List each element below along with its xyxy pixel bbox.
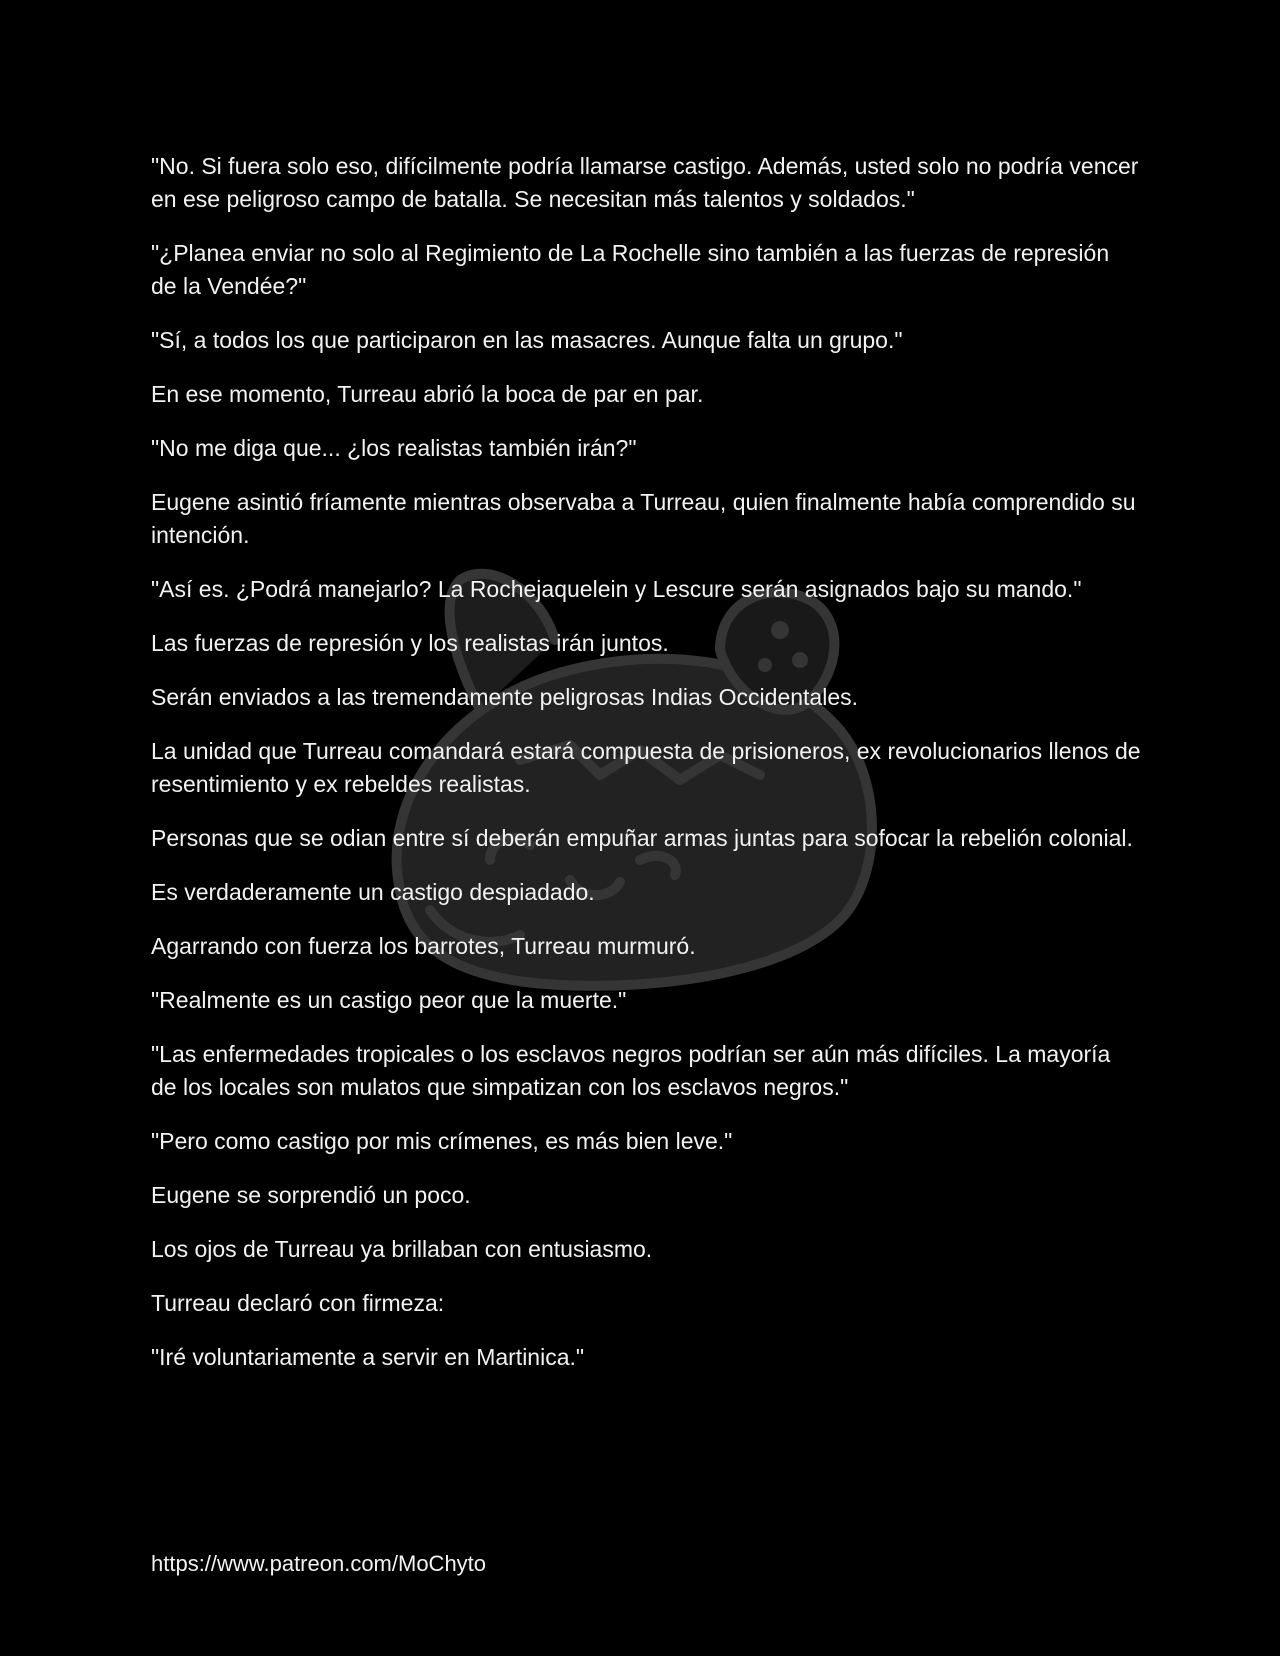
paragraph: En ese momento, Turreau abrió la boca de par en par. (151, 381, 704, 407)
paragraph: "Realmente es un castigo peor que la muerte." (151, 987, 627, 1013)
paragraph: "No. Si fuera solo eso, difícilmente podría llamarse castigo. Además, usted solo no podría vencer en ese peligroso campo de batalla. Se necesitan más talentos y soldados." (151, 153, 1139, 212)
story-text (151, 150, 1141, 1395)
paragraph: Serán enviados a las tremendamente peligrosas Indias Occidentales. (151, 684, 859, 710)
paragraph: Eugene se sorprendió un poco. (151, 1182, 471, 1208)
paragraph: "¿Planea enviar no solo al Regimiento de La Rochelle sino también a las fuerzas de represión de la Vendée?" (151, 240, 1110, 299)
paragraph: Es verdaderamente un castigo despiadado. (151, 879, 595, 905)
paragraph: "Pero como castigo por mis crímenes, es más bien leve." (151, 1128, 733, 1154)
paragraph: "Así es. ¿Podrá manejarlo? La Rochejaquelein y Lescure serán asignados bajo su mando." (151, 576, 1082, 602)
paragraph: La unidad que Turreau comandará estará compuesta de prisioneros, ex revolucionarios llenos de resentimiento y ex rebeldes realistas. (151, 738, 1141, 797)
paragraph: Personas que se odian entre sí deberán empuñar armas juntas para sofocar la rebelión colonial. (151, 825, 1133, 851)
paragraph: Agarrando con fuerza los barrotes, Turreau murmuró. (151, 933, 696, 959)
paragraph: "Iré voluntariamente a servir en Martinica." (151, 1344, 585, 1370)
paragraph: Las fuerzas de represión y los realistas irán juntos. (151, 630, 669, 656)
paragraph: Los ojos de Turreau ya brillaban con entusiasmo. (151, 1236, 653, 1262)
paragraph: "Sí, a todos los que participaron en las masacres. Aunque falta un grupo." (151, 327, 903, 353)
paragraph: "No me diga que... ¿los realistas también irán?" (151, 435, 637, 461)
paragraph: Turreau declaró con firmeza: (151, 1290, 445, 1316)
patreon-link[interactable]: https://www.patreon.com/MoChyto (151, 1551, 487, 1576)
paragraph: Eugene asintió fríamente mientras observaba a Turreau, quien finalmente había comprendido su intención. (151, 489, 1136, 548)
paragraph: "Las enfermedades tropicales o los esclavos negros podrían ser aún más difíciles. La mayoría de los locales son mulatos que simpatizan con los esclavos negros." (151, 1041, 1111, 1100)
